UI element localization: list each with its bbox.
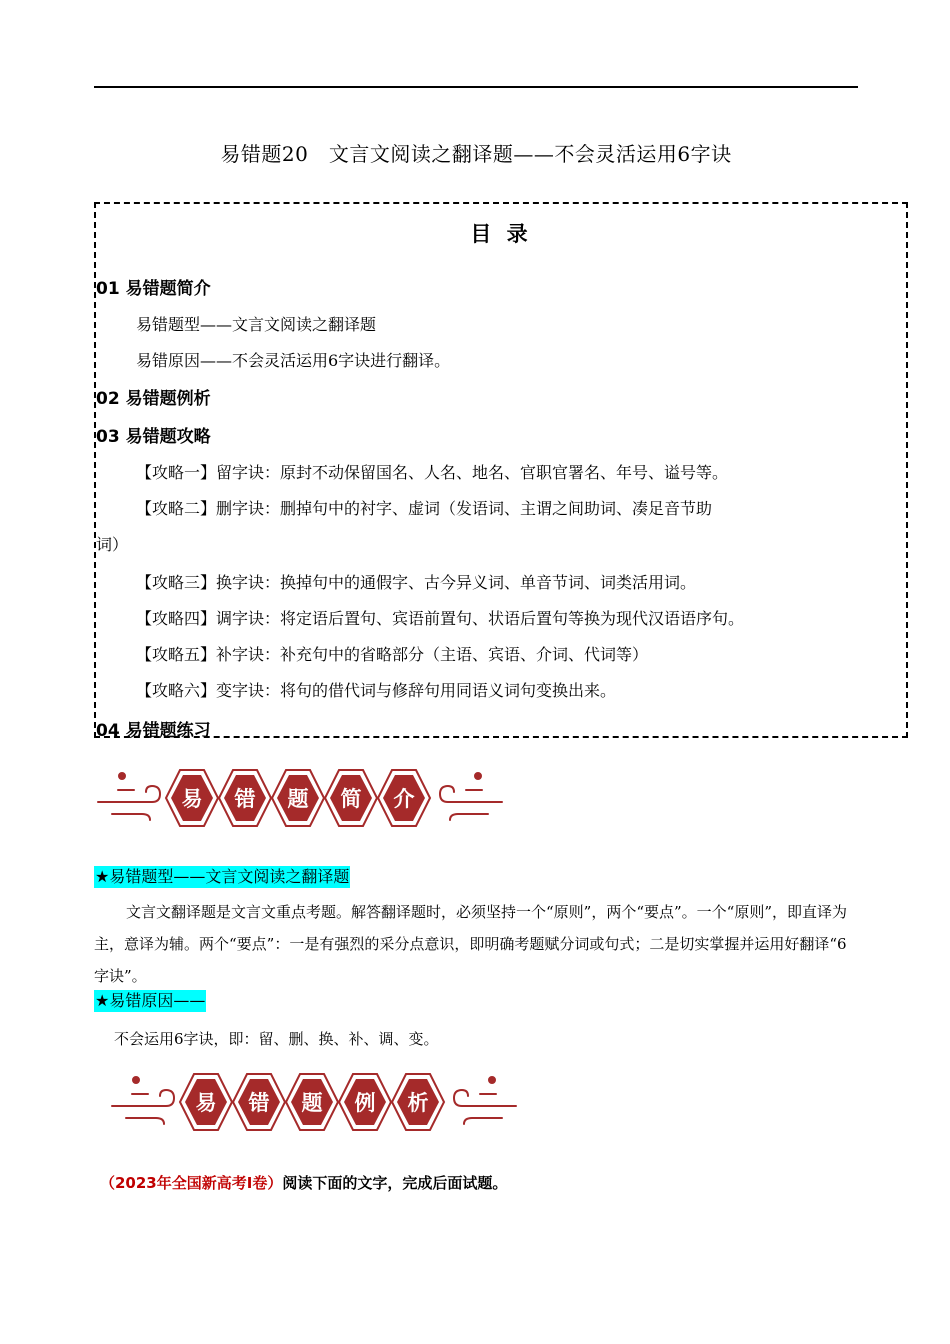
strategy-item: 【攻略三】换字诀：换掉句中的通假字、古今异义词、单音节词、词类活用词。 xyxy=(136,573,697,592)
banner-char: 例 xyxy=(354,1091,376,1115)
page-title: 易错题20 文言文阅读之翻译题——不会灵活运用6字诀 xyxy=(220,142,732,166)
cloud-swirl-right-icon xyxy=(440,773,502,820)
cloud-swirl-right-icon xyxy=(454,1077,516,1124)
example-intro xyxy=(100,1172,507,1193)
banner-char: 易 xyxy=(181,787,203,811)
strategy-item-continued: 词） xyxy=(96,535,129,554)
toc-line: 易错题型——文言文阅读之翻译题 xyxy=(136,315,377,334)
banner-char: 错 xyxy=(248,1091,270,1115)
toc-section-2[interactable]: 02 易错题例析 xyxy=(96,389,211,409)
banner-char: 介 xyxy=(393,787,415,811)
banner-char: 题 xyxy=(301,1091,323,1115)
toc-section-1[interactable]: 01 易错题简介 xyxy=(96,279,211,299)
cloud-swirl-left-icon xyxy=(112,1077,174,1124)
section-banner-intro xyxy=(94,760,506,836)
error-cause-text: 不会运用6字诀，即：留、删、换、补、调、变。 xyxy=(114,1030,439,1048)
intro-paragraph-text: 文言文翻译题是文言文重点考题。解答翻译题时，必须坚持一个“原则”，两个“要点”。一个“原则”，即直译为主，意译为辅。两个“要点”：一是有强烈的采分点意识，即明确考题赋分词或句式；二是切实掌握并运用好翻译“6字诀”。 xyxy=(94,903,848,985)
banner-char: 简 xyxy=(340,787,362,811)
strategy-item: 【攻略二】删字诀：删掉句中的衬字、虚词（发语词、主谓之间助词、凑足音节助 xyxy=(136,499,713,518)
toc-section-4[interactable]: 04 易错题练习 xyxy=(96,721,211,741)
strategy-item: 【攻略六】变字诀：将句的借代词与修辞句用同语义词句变换出来。 xyxy=(136,681,617,700)
strategy-item: 【攻略五】补字诀：补充句中的省略部分（主语、宾语、介词、代词等） xyxy=(136,645,649,664)
toc-heading: 目 录 xyxy=(470,222,532,246)
cloud-swirl-left-icon xyxy=(98,773,160,820)
banner-char: 错 xyxy=(234,787,256,811)
error-cause-label: ★易错原因—— xyxy=(95,991,206,1010)
top-rule xyxy=(94,86,858,88)
error-type-label: ★易错题型——文言文阅读之翻译题 xyxy=(95,867,350,886)
intro-paragraph xyxy=(94,896,860,992)
banner-char: 析 xyxy=(407,1091,429,1115)
toc-line: 易错原因——不会灵活运用6字诀进行翻译。 xyxy=(136,351,451,370)
exam-source: （2023年全国新高考Ⅰ卷） xyxy=(100,1174,283,1192)
table-of-contents xyxy=(94,202,908,741)
banner-char: 易 xyxy=(195,1091,217,1115)
toc-section-3[interactable]: 03 易错题攻略 xyxy=(96,427,211,447)
strategy-item: 【攻略一】留字诀：原封不动保留国名、人名、地名、官职官署名、年号、谥号等。 xyxy=(136,463,729,482)
section-banner-example xyxy=(108,1064,520,1140)
strategy-item: 【攻略四】调字诀：将定语后置句、宾语前置句、状语后置句等换为现代汉语语序句。 xyxy=(136,609,745,628)
example-instruction: 阅读下面的文字，完成后面试题。 xyxy=(282,1174,508,1192)
banner-char: 题 xyxy=(287,787,309,811)
